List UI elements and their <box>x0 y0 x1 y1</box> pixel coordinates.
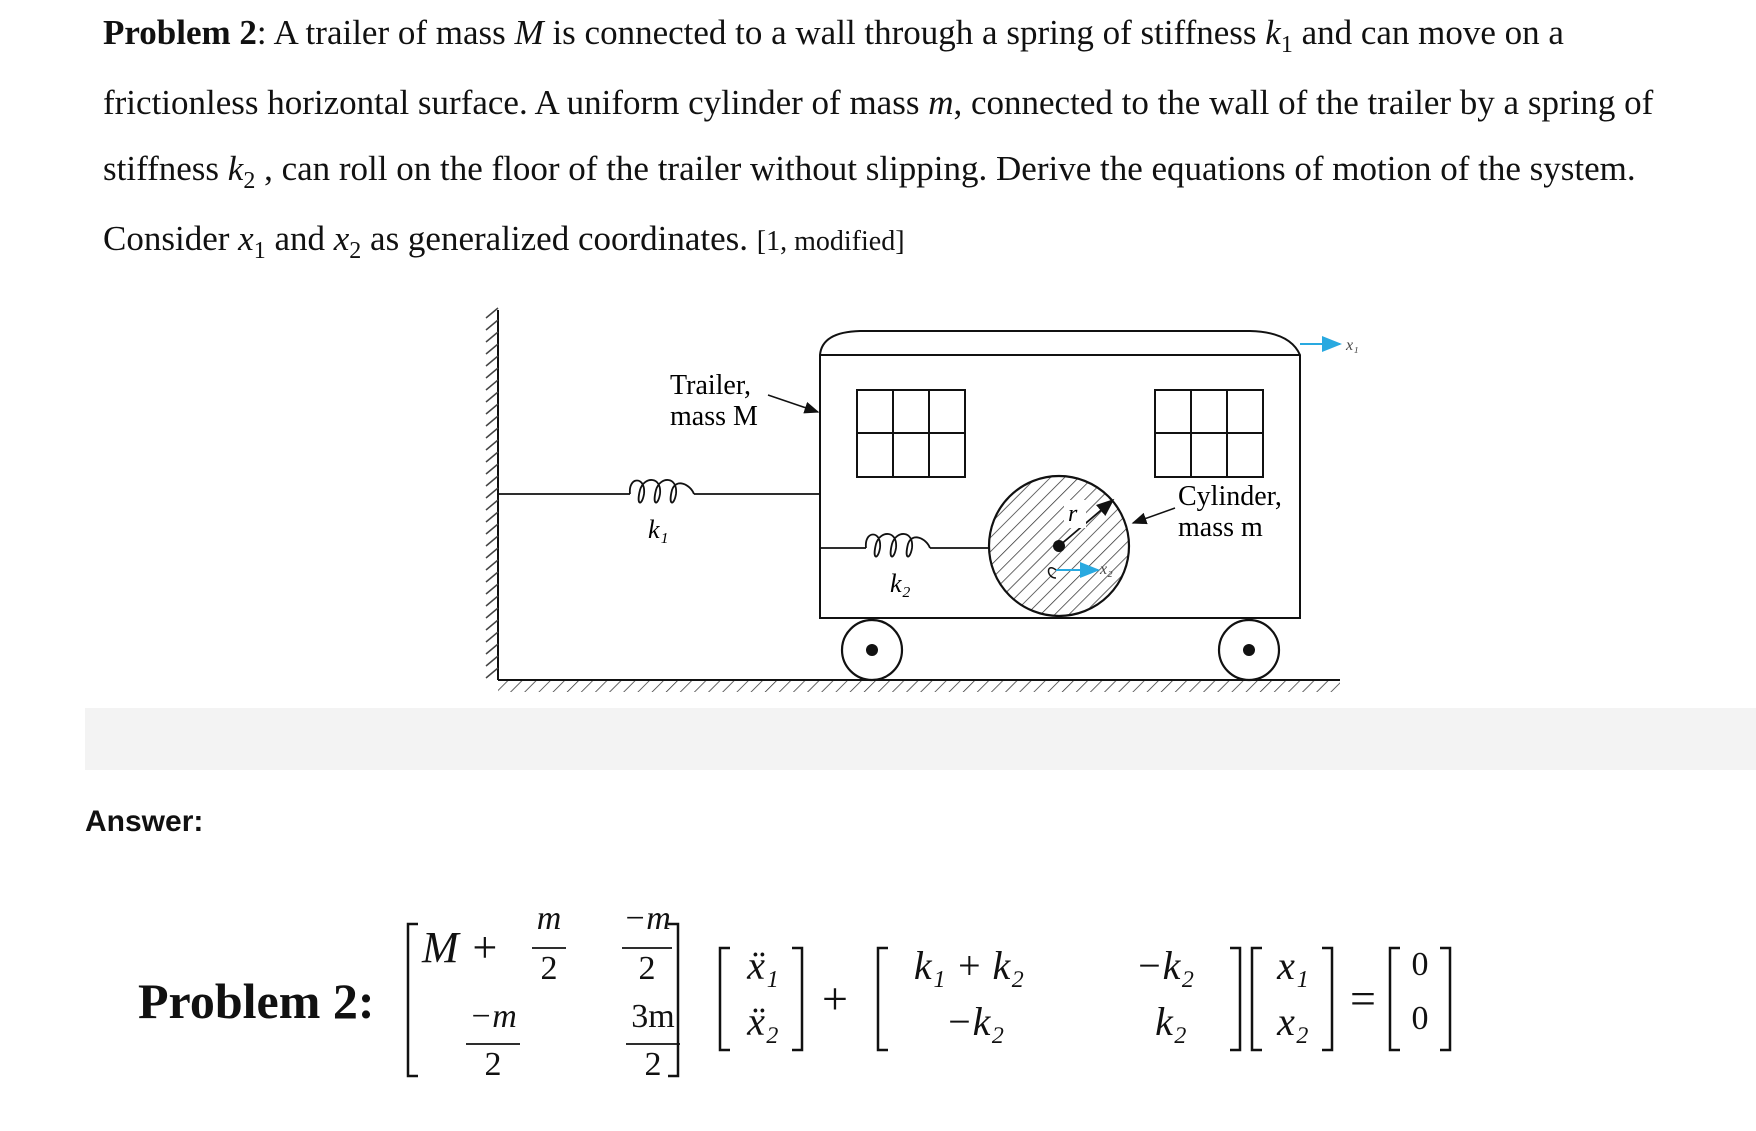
trailer-label-line1: Trailer, <box>670 370 752 401</box>
disp-x1: x₁ <box>1277 943 1309 988</box>
equals-operator: = <box>1350 973 1376 1024</box>
window-left <box>857 390 965 477</box>
mass-m22-den: 2 <box>644 1046 662 1083</box>
wheel-right <box>1219 620 1279 680</box>
subscript: 1 <box>253 238 266 264</box>
spring-k1-label: k₁ <box>648 515 669 544</box>
wheel-left <box>842 620 902 680</box>
text-segment: as generalized coordinates. <box>361 219 757 258</box>
zero-2: 0 <box>1411 1000 1429 1037</box>
trailer-label-line2: mass M <box>670 401 758 432</box>
answer-label: Answer: <box>85 805 204 838</box>
var-k1: k <box>1265 13 1281 52</box>
text-segment: is connected to a wall through a spring of stiffness <box>543 13 1266 52</box>
spring-k1 <box>498 480 820 503</box>
mass-m22-num: 3m <box>631 998 675 1035</box>
text-segment: and can move on a frictionless horizontal surface. A uniform cylinder of mass <box>103 13 1564 122</box>
var-k2: k <box>227 149 244 188</box>
subscript: 2 <box>243 168 256 194</box>
section-divider <box>85 708 1756 770</box>
mass-m12-num: −m <box>623 900 671 937</box>
cylinder-label-arrow <box>1133 508 1175 523</box>
stiff-k11: k₁ + k₂ <box>913 943 1025 988</box>
var-x1: x <box>238 219 254 258</box>
stiff-k12: −k₂ <box>1135 943 1195 988</box>
mass-m11-num: m <box>536 900 562 937</box>
mass-m11-den: 2 <box>540 950 558 987</box>
var-M: M <box>514 13 544 52</box>
matrix-brackets <box>0 890 1756 1110</box>
text-segment: : A trailer of mass <box>256 13 515 52</box>
mass-m21-den: 2 <box>484 1046 502 1083</box>
spring-k2-label: k₂ <box>890 569 911 598</box>
trailer-label-arrow <box>768 395 818 412</box>
accel-x2: ẍ₂ <box>747 999 779 1044</box>
reference: [1, modified] <box>756 226 905 257</box>
subscript: 1 <box>1280 32 1293 58</box>
accel-x1: ẍ₁ <box>747 943 779 988</box>
mass-m11-a: M + <box>422 923 500 972</box>
window-right <box>1155 390 1263 477</box>
problem-label: Problem 2 <box>103 13 257 52</box>
equation-label: Problem 2: <box>138 973 375 1029</box>
mass-m12-den: 2 <box>638 950 656 987</box>
spring-k2 <box>820 534 990 557</box>
text-segment: , connected to the wall of the trailer by a spring of stiffness <box>103 83 1654 188</box>
mass-m21-num: −m <box>469 998 517 1035</box>
cylinder-label-line1: Cylinder, <box>1178 481 1282 512</box>
text-segment: and <box>265 219 334 258</box>
var-m: m <box>928 83 954 122</box>
x1-label: x₁ <box>1346 337 1359 354</box>
cylinder-label-line2: mass m <box>1178 512 1263 543</box>
cylinder <box>985 472 1135 622</box>
ground <box>498 680 1340 692</box>
disp-x2: x₂ <box>1277 999 1309 1044</box>
radius-label: r <box>1068 501 1078 527</box>
subscript: 2 <box>349 238 362 264</box>
equation-of-motion <box>0 890 1756 1110</box>
text-segment: , can roll on the floor of the trailer without slipping. Derive the equations of motion of the system. Consider <box>103 149 1636 258</box>
plus-operator: + <box>822 973 848 1024</box>
stiff-k21: −k₂ <box>945 999 1005 1044</box>
wall <box>486 308 498 680</box>
x2-label: x₂ <box>1100 561 1113 578</box>
var-x2: x <box>333 219 350 258</box>
zero-1: 0 <box>1411 946 1429 983</box>
stiff-k22: k₂ <box>1155 999 1187 1044</box>
